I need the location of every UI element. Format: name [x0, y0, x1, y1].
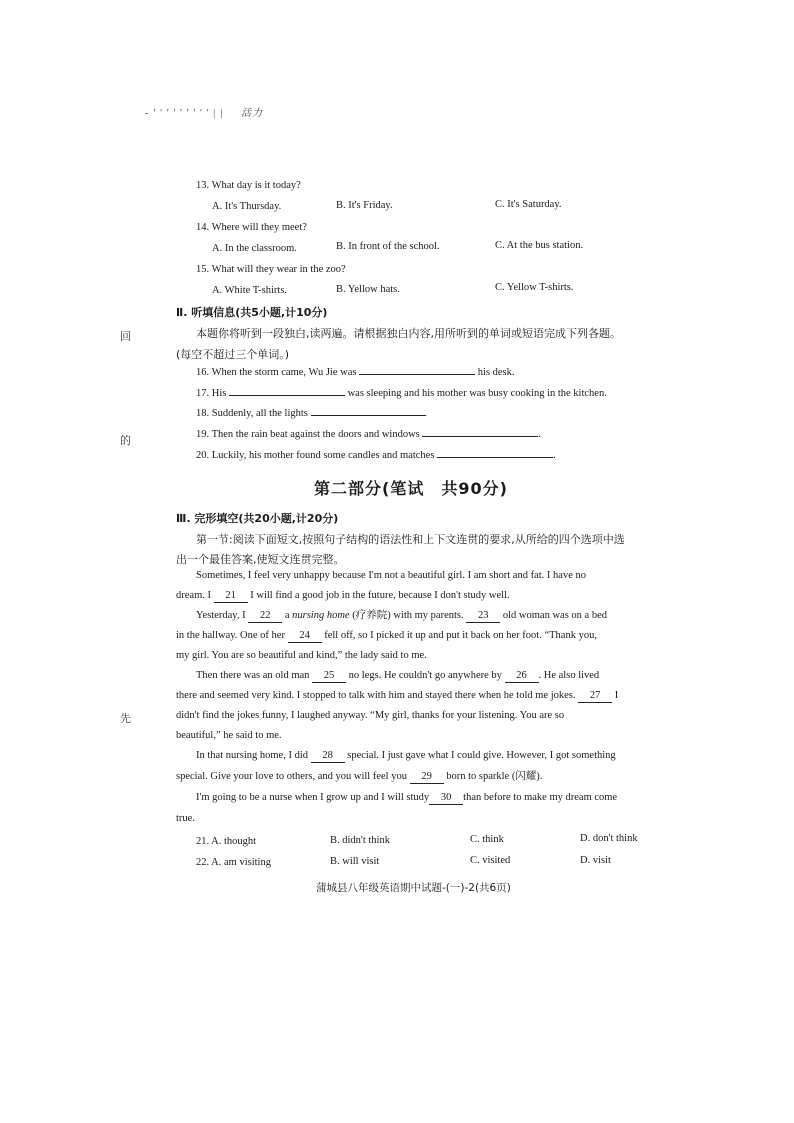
question-14: 14. Where will they meet?	[196, 222, 307, 233]
fill-item-19: 19. Then the rain beat against the doors and windows .	[196, 429, 542, 440]
option-14a: A. In the classroom.	[212, 243, 297, 254]
margin-mark: 回	[120, 330, 131, 343]
margin-mark: 的	[120, 434, 131, 447]
cloze-blank-29[interactable]: 29	[410, 771, 444, 784]
option-13a: A. It's Thursday.	[212, 201, 282, 212]
instruction-line-2: (每空不超过三个单词。)	[176, 348, 290, 361]
option-14c: C. At the bus station.	[495, 240, 584, 251]
option-13b: B. It's Friday.	[336, 200, 393, 211]
header-label: 活力	[241, 108, 264, 119]
section-title-cloze: Ⅲ. 完形填空(共20小题,计20分)	[176, 512, 339, 525]
cloze-text-line: my girl. You are so beautiful and kind,” the lady said to me.	[176, 650, 427, 661]
cloze-text-line: In that nursing home, I did 28 special. I just gave what I could give. However, I got something	[196, 750, 616, 761]
cloze-option-22b: B. will visit	[330, 856, 380, 867]
question-13: 13. What day is it today?	[196, 180, 301, 191]
cloze-text-line: true.	[176, 813, 195, 824]
cloze-blank-24[interactable]: 24	[288, 630, 322, 643]
cloze-option-21c: C. think	[470, 834, 504, 845]
cloze-option-22c: C. visited	[470, 855, 511, 866]
cloze-blank-23[interactable]: 23	[466, 610, 500, 623]
section-title-listening-fill: Ⅱ. 听填信息(共5小题,计10分)	[176, 306, 328, 319]
cloze-text-line: Then there was an old man 25 no legs. He couldn't go anywhere by 26 . He also lived	[196, 670, 600, 681]
part-two-title: 第二部分(笔试 共90分)	[314, 479, 508, 498]
cloze-text-line: dream. I 21 I will find a good job in the future, because I don't study well.	[176, 590, 510, 601]
page-footer: 蒲城县八年级英语期中试题-(一)-2(共6页)	[316, 882, 511, 894]
instruction-line-1: 本题你将听到一段独白,读两遍。请根据独白内容,用所听到的单词或短语完成下列各题。	[196, 327, 621, 340]
answer-blank-20[interactable]	[437, 456, 553, 458]
cloze-text-line: didn't find the jokes funny, I laughed anyway. “My girl, thanks for your listening. You are so	[176, 710, 565, 721]
answer-blank-16[interactable]	[359, 373, 475, 375]
cloze-instruction-line-1: 第一节:阅读下面短文,按照句子结构的语法性和上下文连贯的要求,从所给的四个选项中选	[196, 533, 625, 546]
cloze-blank-27[interactable]: 27	[578, 690, 612, 703]
option-15a: A. White T-shirts.	[212, 285, 288, 296]
cloze-option-21d: D. don't think	[580, 833, 638, 844]
cloze-option-21b: B. didn't think	[330, 835, 390, 846]
cloze-blank-21[interactable]: 21	[214, 590, 248, 603]
cloze-option-22a: 22. A. am visiting	[196, 857, 271, 868]
option-15c: C. Yellow T-shirts.	[495, 282, 574, 293]
fill-item-16: 16. When the storm came, Wu Jie was his desk.	[196, 367, 515, 378]
answer-blank-18[interactable]	[311, 414, 425, 416]
cloze-instruction-line-2: 出一个最佳答案,使短文连贯完整。	[176, 553, 345, 566]
cloze-text-line: I'm going to be a nurse when I grow up and I will study 30 than before to make my dream come	[196, 792, 618, 803]
option-15b: B. Yellow hats.	[336, 284, 400, 295]
answer-blank-17[interactable]	[229, 394, 345, 396]
cloze-blank-30[interactable]: 30	[429, 792, 463, 805]
cloze-text-line: Sometimes, I feel very unhappy because I'm not a beautiful girl. I am short and fat. I have no	[196, 570, 586, 581]
option-14b: B. In front of the school.	[336, 241, 440, 252]
cloze-text-line: in the hallway. One of her 24 fell off, so I picked it up and put it back on her foot. “Thank you,	[176, 630, 597, 641]
cloze-text-line: beautiful,” he said to me.	[176, 730, 282, 741]
fill-item-17: 17. His was sleeping and his mother was busy cooking in the kitchen.	[196, 388, 607, 399]
fill-item-20: 20. Luckily, his mother found some candles and matches .	[196, 450, 556, 461]
margin-mark: 先	[120, 712, 131, 725]
cloze-text-line: Yesterday, I 22 a nursing home (疗养院) with my parents. 23 old woman was on a bed	[196, 610, 607, 621]
answer-blank-19[interactable]	[422, 435, 538, 437]
cloze-option-22d: D. visit	[580, 855, 611, 866]
cloze-blank-25[interactable]: 25	[312, 670, 346, 683]
header-strip	[145, 104, 263, 119]
cloze-blank-22[interactable]: 22	[248, 610, 282, 623]
question-15: 15. What will they wear in the zoo?	[196, 264, 346, 275]
cloze-blank-28[interactable]: 28	[311, 750, 345, 763]
cloze-blank-26[interactable]: 26	[505, 670, 539, 683]
cloze-option-21a: 21. A. thought	[196, 836, 257, 847]
cloze-text-line: special. Give your love to others, and you will feel you 29 born to sparkle (闪耀).	[176, 771, 543, 782]
cloze-text-line: there and seemed very kind. I stopped to talk with him and stayed there when he told me jokes. 27 I	[176, 690, 619, 701]
header-strip-text: - ' ' ' ' ' ' ' ' ' | |	[145, 108, 224, 119]
fill-item-18: 18. Suddenly, all the lights .	[196, 408, 428, 419]
option-13c: C. It's Saturday.	[495, 199, 562, 210]
